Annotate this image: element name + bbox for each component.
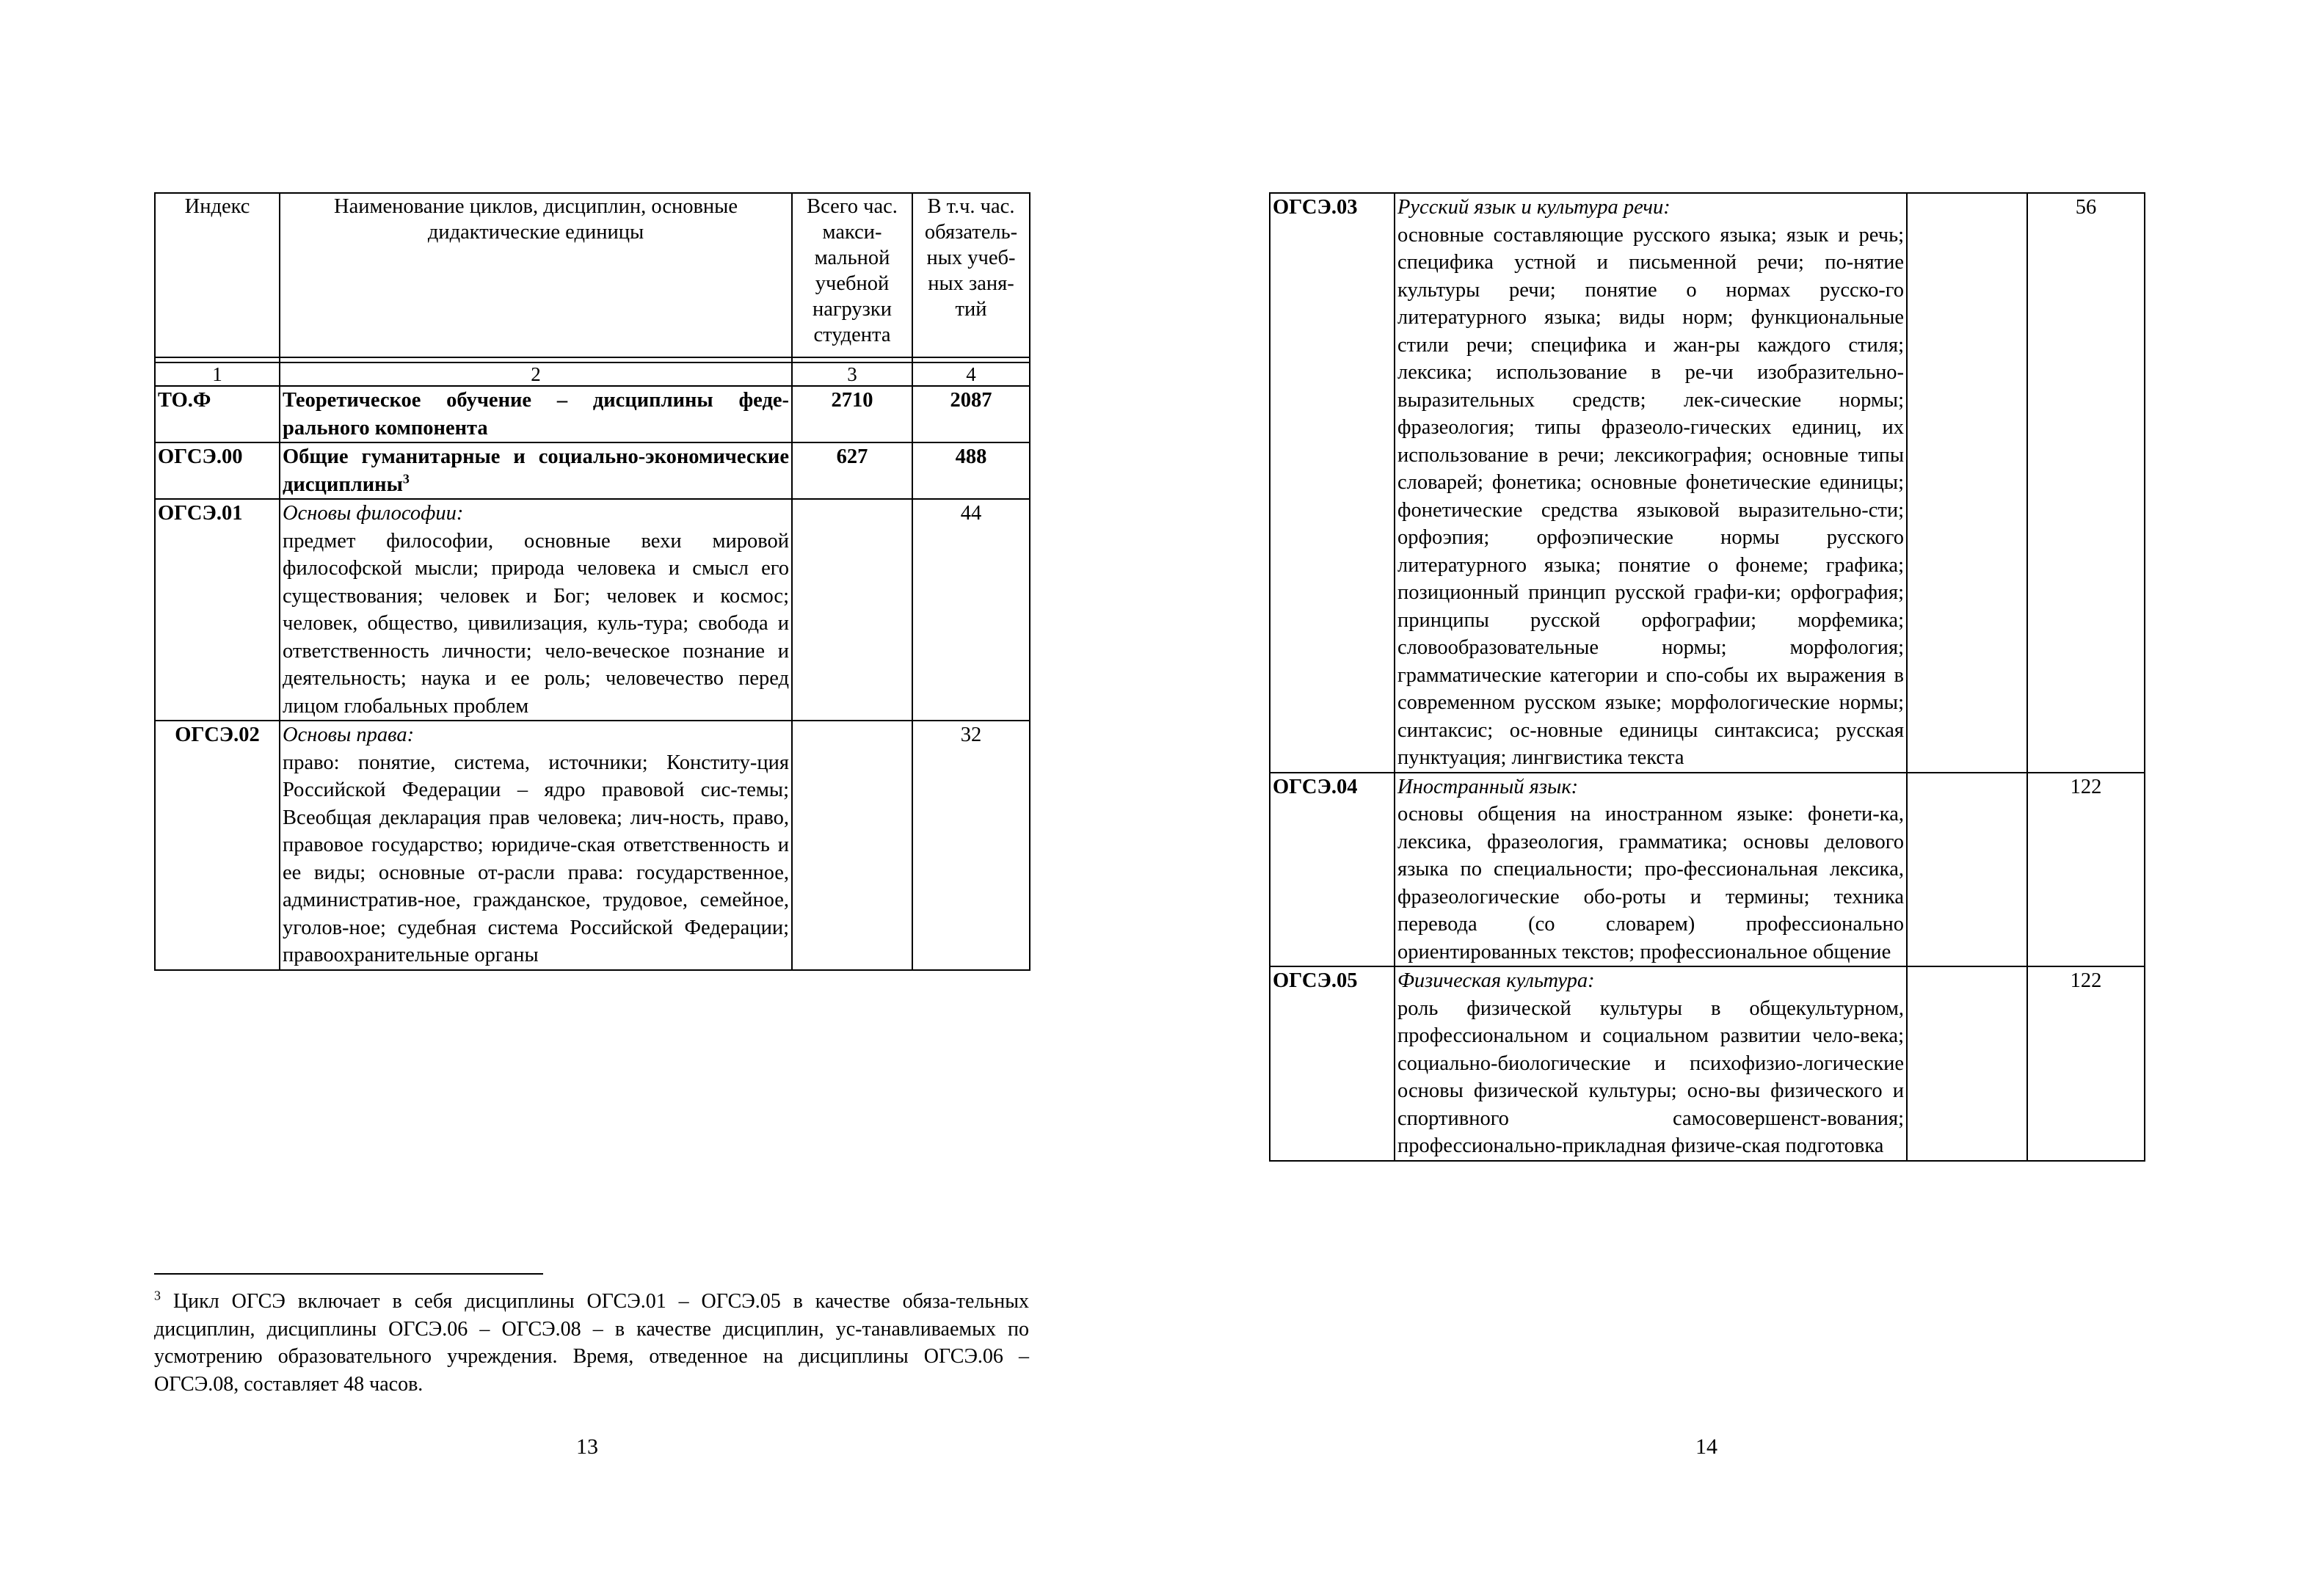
header-name: Наименование циклов, дисциплин, основные дидактические единицы (280, 193, 792, 357)
header-required-hours: В т.ч. час. обязатель-ных учеб-ных заня-тий (912, 193, 1030, 357)
row-title-cell (280, 442, 792, 499)
row-index: ОГСЭ.00 (155, 442, 280, 499)
page-number: 13 (576, 1435, 598, 1459)
table-row (155, 499, 1030, 721)
col-number: 4 (912, 362, 1030, 386)
discipline-description: основные составляющие русского языка; язык и речь; специфика устной и письменной речи; по-нятие культуры речи; понятие о нормах русско-го литературного языка; виды норм; функциональные стили речи; специфика и жан-ры каждого стиля; лексика; использование в ре-чи изобразительно-выразительных средств; лек-сические нормы; фразеология; типы фразеоло-гических единиц, их использование в речи; лексикография; основные типы словарей; фонетика; основные фонетические единицы; фонетические средства языковой выразительно-сти; орфоэпия; орфоэпические нормы русского литературного языка; понятие о фонеме; графика; позиционный принцип русской графи-ки; орфография; принципы русской орфографии; морфемика; словообразовательные нормы; морфология; грамматические категории и спо-собы их выражения в современном русском языке; морфологические нормы; синтаксис; ос-новные единицы синтаксиса; русская пунктуация; лингвистика текста (1397, 223, 1904, 769)
discipline-description: основы общения на иностранном языке: фонети-ка, лексика, фразеология, грамматика; основы делового языка по специальности; про-фессиональная лексика, фразеологические обо-роты и термины; техника перевода (со словарем) профессионально ориентированных текстов; профессиональное общение (1397, 803, 1904, 963)
footnote-text: Цикл ОГСЭ включает в себя дисциплины ОГСЭ.01 – ОГСЭ.05 в качестве обяза-тельных дисциплин, дисциплины ОГСЭ.06 – ОГСЭ.08 – в качестве дисциплин, ус-танавливаемых по усмотрению образовательного учреждения. Время, отведенное на дисциплины ОГСЭ.06 – ОГСЭ.08, составляет 48 часов. (154, 1290, 1030, 1396)
footnote-number: 3 (154, 1288, 161, 1303)
row-title: Общие гуманитарные и социально-экономические дисциплины (283, 445, 789, 496)
page-14 (1156, 0, 2312, 1596)
row-index: ОГСЭ.05 (1270, 966, 1395, 1161)
row-total-hours: 2710 (792, 386, 912, 442)
row-total-hours (792, 721, 912, 970)
curriculum-table-right (1269, 192, 2145, 1162)
row-total-hours (1907, 773, 2027, 967)
row-required-hours: 56 (2027, 193, 2145, 773)
col-number: 3 (792, 362, 912, 386)
row-index: ОГСЭ.03 (1270, 193, 1395, 773)
page-number: 14 (1695, 1435, 1717, 1459)
row-content (1395, 773, 1907, 967)
footnote-divider (154, 1273, 543, 1275)
row-required-hours: 488 (912, 442, 1030, 499)
discipline-description: предмет философии, основные вехи мировой философской мысли; природа человека и смысл его существования; человек и Бог; человек и космос; человек, общество, цивилизация, куль-тура; свобода и ответственность личности; чело-веческое познание и деятельность; наука и ее роль; человечество перед лицом глобальных проблем (283, 529, 789, 718)
row-total-hours (1907, 966, 2027, 1161)
row-required-hours: 122 (2027, 773, 2145, 967)
row-index: ОГСЭ.02 (155, 721, 280, 970)
row-content (280, 721, 792, 970)
row-index: ОГСЭ.04 (1270, 773, 1395, 967)
table-row (1270, 773, 2145, 967)
row-total-hours (792, 499, 912, 721)
discipline-title: Русский язык и культура речи: (1397, 196, 1671, 219)
column-number-row (155, 362, 1030, 386)
table-row (155, 721, 1030, 970)
header-separator (155, 357, 1030, 362)
table-row (1270, 193, 2145, 773)
row-required-hours: 122 (2027, 966, 2145, 1161)
curriculum-table-left (154, 192, 1030, 971)
footnote-mark: 3 (402, 471, 410, 486)
header-index: Индекс (155, 193, 280, 357)
col-number: 1 (155, 362, 280, 386)
table-header-row (155, 193, 1030, 357)
table-row (1270, 966, 2145, 1161)
row-content (1395, 966, 1907, 1161)
table-row (155, 442, 1030, 499)
discipline-title: Основы философии: (283, 502, 464, 525)
row-total-hours (1907, 193, 2027, 773)
col-number: 2 (280, 362, 792, 386)
discipline-title: Физическая культура: (1397, 969, 1595, 992)
footnote (154, 1288, 1029, 1398)
row-required-hours: 44 (912, 499, 1030, 721)
row-content (280, 499, 792, 721)
header-total-hours: Всего час. макси-мальной учебной нагрузки студента (792, 193, 912, 357)
discipline-title: Основы права: (283, 724, 415, 746)
row-required-hours: 32 (912, 721, 1030, 970)
row-index: ТО.Ф (155, 386, 280, 442)
discipline-description: роль физической культуры в общекультурном, профессиональном и социальном развитии чело-века; социально-биологические и психофизио-логические основы физической культуры; осно-вы физического и спортивного самосовершенст-вования; профессионально-прикладная физиче-ская подготовка (1397, 996, 1904, 1157)
row-title: Теоретическое обучение – дисциплины феде-рального компонента (280, 386, 792, 442)
row-total-hours: 627 (792, 442, 912, 499)
table-row (155, 386, 1030, 442)
row-required-hours: 2087 (912, 386, 1030, 442)
row-content (1395, 193, 1907, 773)
discipline-title: Иностранный язык: (1397, 775, 1579, 798)
discipline-description: право: понятие, система, источники; Конститу-ция Российской Федерации – ядро правовой сис-темы; Всеобщая декларация прав человека; лич-ность, право, правовое государство; юридиче-ская ответственность и ее виды; основные от-расли права: государственное, административ-ное, гражданское, трудовое, семейное, уголов-ное; судебная система Российской Федерации; правоохранительные органы (283, 751, 789, 966)
row-index: ОГСЭ.01 (155, 499, 280, 721)
